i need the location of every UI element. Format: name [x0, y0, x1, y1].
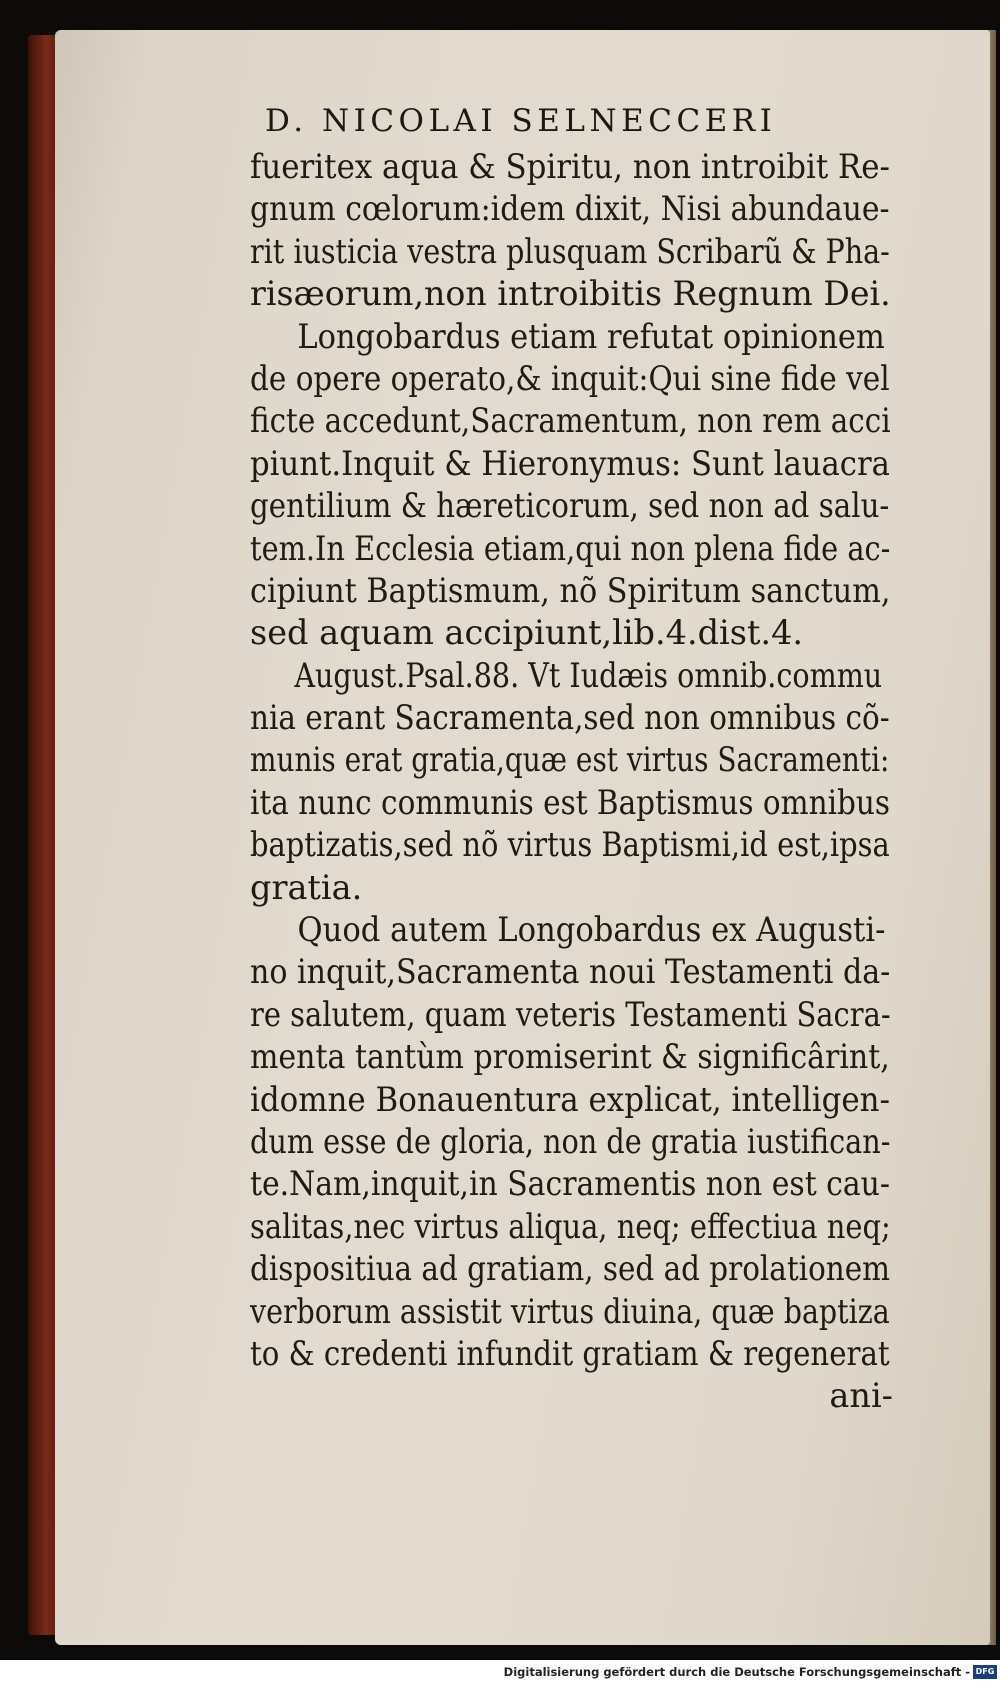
text-line: verborum assistit virtus diuina, quæ baptiza: [250, 1291, 890, 1331]
text-line: ita nunc communis est Baptismus omnibus: [250, 782, 890, 822]
text-line: dum esse de gloria, non de gratia iustifican-: [250, 1121, 891, 1161]
text-line: Longobardus etiam refutat opinionem: [297, 316, 885, 356]
text-line: baptizatis,sed nõ virtus Baptismi,id est,ipsa: [250, 825, 890, 865]
text-line: Quod autem Longobardus ex Augusti-: [297, 910, 886, 950]
body-text: [250, 146, 950, 1418]
text-line: idomne Bonauentura explicat, intelligen-: [250, 1079, 890, 1119]
text-line: re salutem, quam veteris Testamenti Sacra-: [250, 994, 891, 1034]
text-line: cipiunt Baptismum, nõ Spiritum sanctum,: [250, 570, 891, 610]
text-line: rit iusticia vestra plusquam Scribarũ & Pha-: [250, 231, 890, 271]
dfg-logo: DFG: [973, 1665, 997, 1679]
text-line: te.Nam,inquit,in Sacramentis non est cau-: [250, 1164, 891, 1204]
text-line: fueritex aqua & Spiritu, non introibit Re-: [250, 147, 890, 186]
text-line: ficte accedunt,Sacramentum, non rem acci: [250, 401, 891, 441]
text-line: risæorum,non introibitis Regnum Dei.: [250, 274, 891, 314]
text-line: no inquit,Sacramenta noui Testamenti da-: [250, 952, 891, 992]
text-line: salitas,nec virtus aliqua, neq; effectiua neq;: [250, 1206, 891, 1246]
text-line: gnum cœlorum:idem dixit, Nisi abundaue-: [250, 189, 890, 229]
footer-bar: [0, 1660, 1000, 1688]
running-head: D. NICOLAI SELNECCERI: [265, 103, 777, 139]
catchword: ani-: [829, 1376, 893, 1416]
text-line: dispositiua ad gratiam, sed ad prolationem: [250, 1249, 891, 1289]
text-line: nia erant Sacramenta,sed non omnibus cõ-: [250, 698, 890, 738]
text-line: gratia.: [250, 867, 363, 907]
text-line: munis erat gratia,quæ est virtus Sacramenti:: [250, 740, 890, 780]
text-line: de opere operato,& inquit:Qui sine fide vel: [250, 358, 890, 398]
text-line: to & credenti infundit gratiam & regenerat: [250, 1333, 890, 1373]
text-line: sed aquam accipiunt,lib.4.dist.4.: [250, 613, 804, 653]
text-line: piunt.Inquit & Hieronymus: Sunt lauacra: [250, 443, 890, 483]
text-line: August.Psal.88. Vt Iudæis omnib.commu: [294, 655, 883, 695]
text-line: gentilium & hæreticorum, sed non ad salu-: [250, 486, 890, 526]
funding-credit: Digitalisierung gefördert durch die Deutsche Forschungsgemeinschaft -: [503, 1665, 970, 1679]
text-line: tem.In Ecclesia etiam,qui non plena fide ac-: [250, 528, 891, 568]
text-line: menta tantùm promiserint & significârint,: [250, 1037, 890, 1077]
